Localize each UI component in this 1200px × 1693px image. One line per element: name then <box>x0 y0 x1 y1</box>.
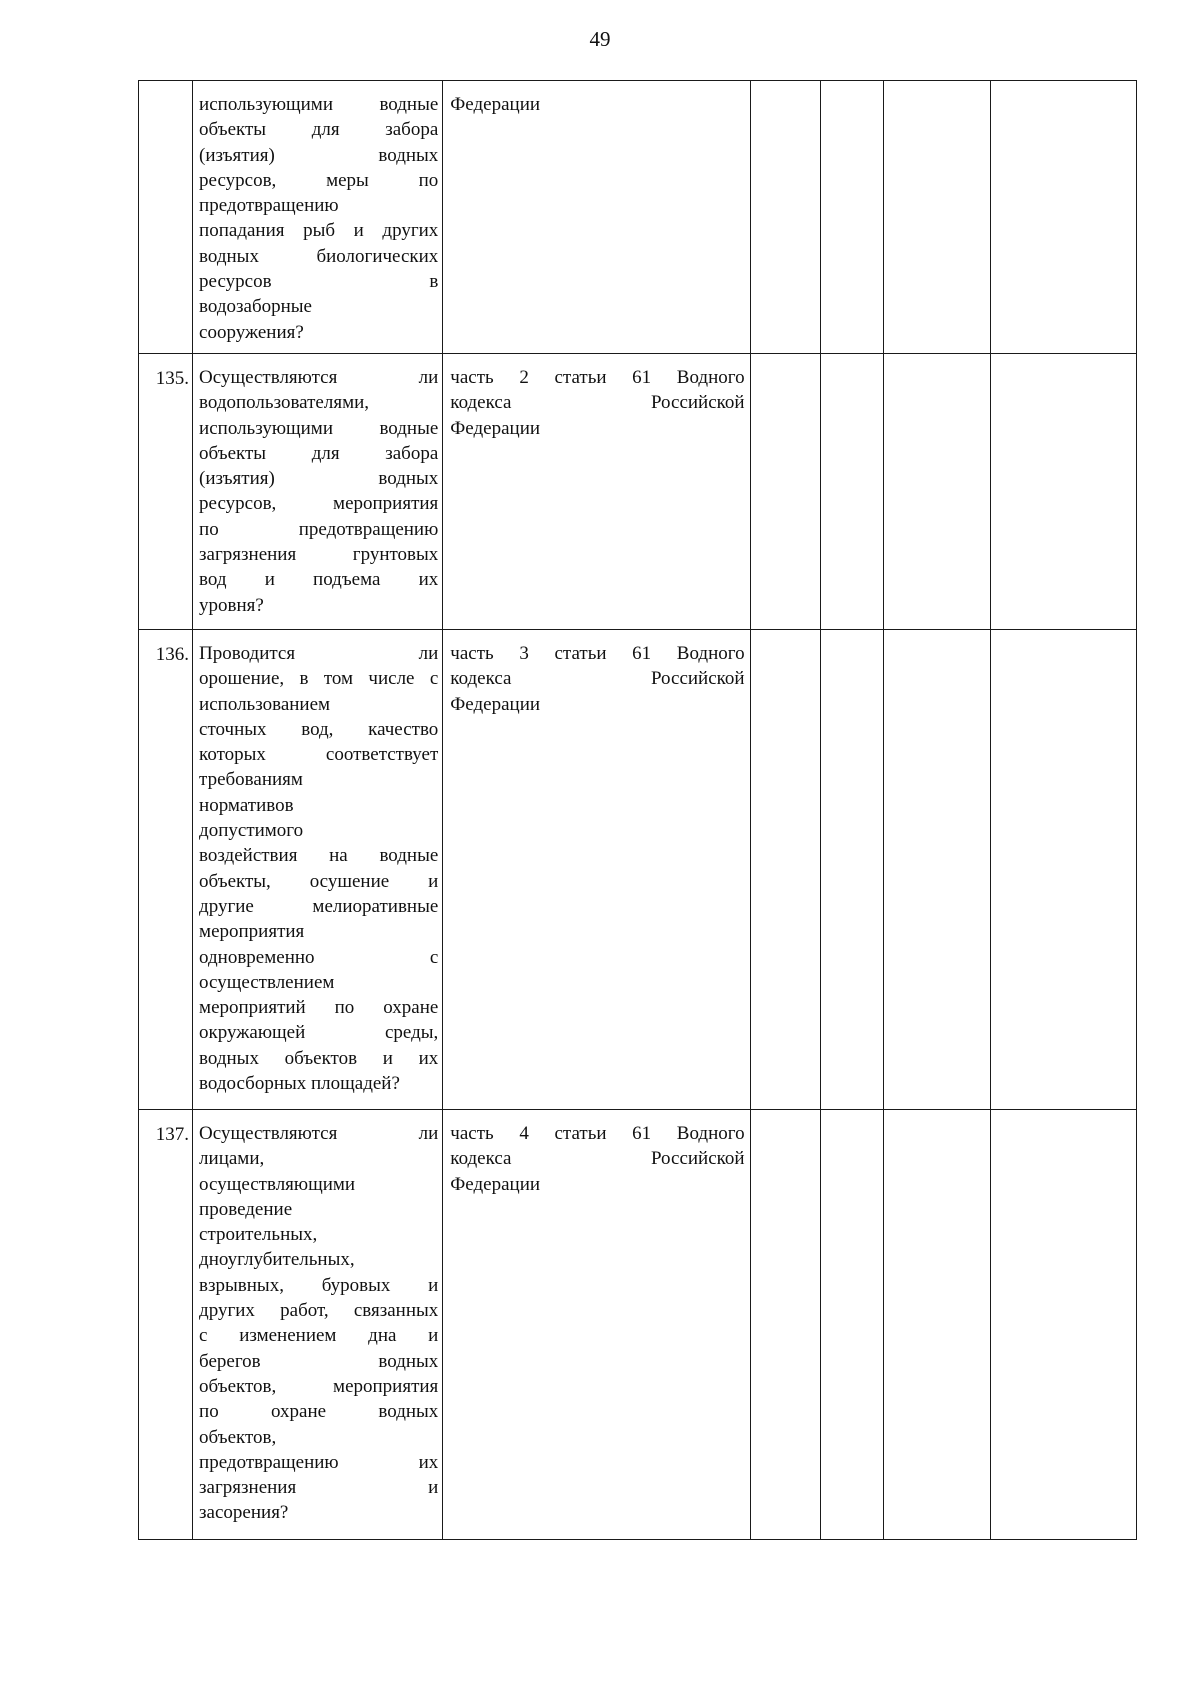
legal-basis-cell <box>443 354 750 630</box>
row-number-cell <box>139 630 193 1110</box>
answer-yes-cell <box>750 630 820 1110</box>
table-row <box>139 81 1137 354</box>
question-line: водных объектов и их <box>199 1047 439 1069</box>
question-line: окружающей среды, <box>199 1022 439 1044</box>
question-text <box>193 630 442 1104</box>
question-line: осуществлением <box>199 971 335 993</box>
question-line: (изъятия) водных <box>199 144 439 166</box>
answer-na-cell <box>883 81 990 354</box>
question-line: которых соответствует <box>199 744 439 766</box>
note-cell <box>990 630 1136 1110</box>
row-number: 137. <box>155 1124 190 1145</box>
legal-basis-line: часть 2 статьи 61 Водного <box>450 367 745 388</box>
answer-yes-cell <box>750 1110 820 1540</box>
question-text <box>193 81 442 353</box>
answer-na-cell <box>883 354 990 630</box>
question-line: с изменением дна и <box>199 1325 439 1347</box>
question-line: Осуществляются ли <box>199 367 439 388</box>
question-line: водозаборные <box>199 296 312 318</box>
question-line: Осуществляются ли <box>199 1123 439 1144</box>
question-line: водных биологических <box>199 245 439 267</box>
question-line: (изъятия) водных <box>199 468 439 490</box>
note-cell <box>990 354 1136 630</box>
question-line: строительных, <box>199 1224 318 1246</box>
question-line: использующими водные <box>199 417 439 439</box>
question-line: одновременно с <box>199 946 439 968</box>
question-line: использующими водные <box>199 94 439 115</box>
question-line: другие мелиоративные <box>199 895 439 917</box>
legal-basis-line: часть 3 статьи 61 Водного <box>450 643 745 664</box>
legal-basis-cell <box>443 1110 750 1540</box>
question-line: засорения? <box>199 1502 289 1524</box>
question-line: осуществляющими <box>199 1173 356 1195</box>
question-text <box>193 354 442 626</box>
answer-no-cell <box>820 354 883 630</box>
row-number: 135. <box>155 368 190 389</box>
question-line: уровня? <box>199 594 264 616</box>
question-line: Проводится ли <box>199 643 439 664</box>
legal-basis-text <box>443 354 749 449</box>
question-cell <box>193 1110 443 1540</box>
row-number-cell <box>139 354 193 630</box>
question-line: воздействия на водные <box>199 845 439 867</box>
question-line: берегов водных <box>199 1350 439 1372</box>
legal-basis-line: Федерации <box>450 1173 541 1195</box>
question-text <box>193 1110 442 1534</box>
question-line: по охране водных <box>199 1401 439 1423</box>
question-line: объекты для забора <box>199 442 439 464</box>
question-line: других работ, связанных <box>199 1300 439 1322</box>
question-line: по предотвращению <box>199 518 439 540</box>
row-number: 136. <box>155 644 190 665</box>
table-row <box>139 1110 1137 1540</box>
question-line: проведение <box>199 1198 293 1220</box>
question-line: ресурсов, мероприятия <box>199 493 439 515</box>
legal-basis-line: кодекса Российской <box>450 392 745 414</box>
question-line: ресурсов в <box>199 271 439 293</box>
table-row <box>139 630 1137 1110</box>
question-line: нормативов <box>199 794 294 816</box>
question-line: мероприятий по охране <box>199 997 439 1019</box>
legal-basis-line: кодекса Российской <box>450 1148 745 1170</box>
row-number <box>139 81 192 93</box>
legal-basis-line: Федерации <box>450 94 541 115</box>
table-row <box>139 354 1137 630</box>
answer-no-cell <box>820 81 883 354</box>
legal-basis-line: кодекса Российской <box>450 668 745 690</box>
question-cell <box>193 354 443 630</box>
question-line: объекты, осушение и <box>199 870 439 892</box>
question-line: предотвращению <box>199 195 339 217</box>
question-line: использованием <box>199 693 331 715</box>
legal-basis-cell <box>443 630 750 1110</box>
question-line: требованиям <box>199 769 303 791</box>
table-body <box>139 81 1137 1540</box>
row-number-cell <box>139 81 193 354</box>
legal-basis-line: часть 4 статьи 61 Водного <box>450 1123 745 1144</box>
answer-na-cell <box>883 1110 990 1540</box>
question-line: орошение, в том числе с <box>199 668 439 690</box>
legal-basis-cell <box>443 81 750 354</box>
question-line: объектов, <box>199 1426 277 1448</box>
question-line: водопользователями, <box>199 392 370 414</box>
question-line: лицами, <box>199 1148 265 1170</box>
answer-na-cell <box>883 630 990 1110</box>
question-line: загрязнения грунтовых <box>199 544 439 566</box>
question-line: предотвращению их <box>199 1451 439 1473</box>
question-line: объекты для забора <box>199 119 439 141</box>
question-line: попадания рыб и других <box>199 220 439 242</box>
page-number: 49 <box>589 27 611 51</box>
legal-basis-text <box>443 630 749 725</box>
row-number-cell <box>139 1110 193 1540</box>
question-line: загрязнения и <box>199 1477 439 1499</box>
question-line: сточных вод, качество <box>199 718 439 740</box>
answer-no-cell <box>820 630 883 1110</box>
question-line: дноуглубительных, <box>199 1249 355 1271</box>
question-line: объектов, мероприятия <box>199 1375 439 1397</box>
note-cell <box>990 1110 1136 1540</box>
note-cell <box>990 81 1136 354</box>
legal-basis-text <box>443 1110 749 1205</box>
answer-yes-cell <box>750 354 820 630</box>
question-line: ресурсов, меры по <box>199 169 439 191</box>
question-line: вод и подъема их <box>199 569 439 591</box>
legal-basis-line: Федерации <box>450 693 541 715</box>
answer-yes-cell <box>750 81 820 354</box>
legal-basis-text <box>443 81 749 125</box>
question-line: допустимого <box>199 820 304 842</box>
question-line: сооружения? <box>199 321 304 343</box>
legal-basis-line: Федерации <box>450 417 541 439</box>
question-line: мероприятия <box>199 921 305 943</box>
question-line: взрывных, буровых и <box>199 1274 439 1296</box>
answer-no-cell <box>820 1110 883 1540</box>
question-cell <box>193 630 443 1110</box>
question-line: водосборных площадей? <box>199 1073 400 1095</box>
question-cell <box>193 81 443 354</box>
checklist-table <box>138 80 1137 1540</box>
